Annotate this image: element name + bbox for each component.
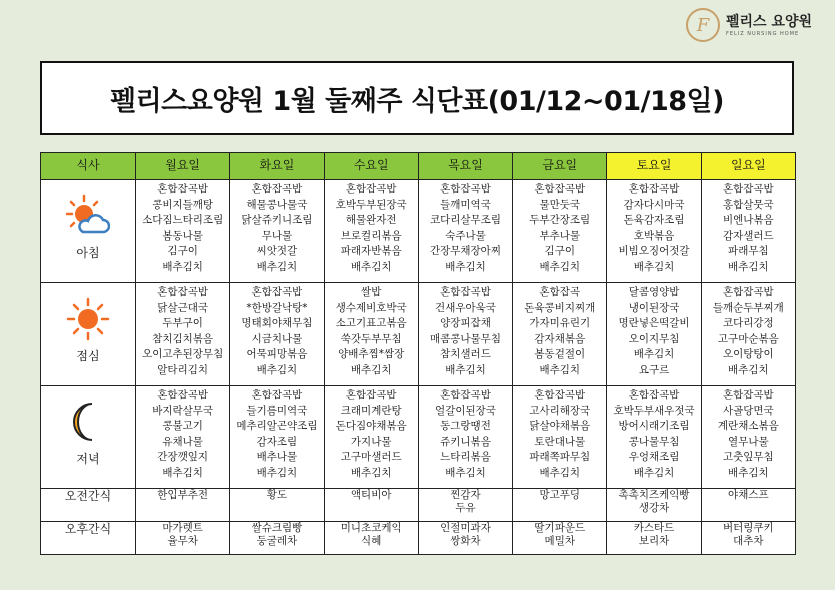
dish: 명태회야채무침 [241, 317, 313, 330]
dish: 부추나물 [539, 229, 581, 242]
snack-cell [701, 522, 795, 555]
snack-item: 황도 [266, 489, 288, 501]
header-day: 화요일 [230, 153, 324, 180]
dish: 열무나물 [728, 435, 769, 448]
day-menu-cell [701, 386, 795, 489]
dish: 냉이된장국 [628, 301, 680, 314]
snack-cell [324, 489, 418, 522]
snack-cell [230, 522, 324, 555]
dish: 배추김치 [728, 363, 769, 376]
dish: 닭살쥬키니조림 [241, 214, 313, 227]
sun-icon [66, 297, 110, 347]
dish: 파래자반볶음 [340, 245, 402, 258]
dish: 돈육콩비지찌개 [524, 301, 596, 314]
dish: 오이탕탕이 [722, 348, 774, 361]
moon-icon [66, 400, 110, 450]
dish: 메추리알곤약조림 [236, 420, 318, 433]
dish: 배추김치 [633, 466, 675, 479]
dish: 생수제비호박국 [335, 301, 407, 314]
dish: 가자미유린기 [529, 317, 591, 330]
dish: 참치샐러드 [440, 348, 491, 361]
day-menu-cell [513, 283, 607, 386]
dish: 고사리해장국 [529, 404, 591, 417]
dish: 배추김치 [162, 260, 203, 273]
day-menu-cell [607, 386, 701, 489]
snack-cell [136, 489, 230, 522]
snack-item: 야채스프 [728, 489, 769, 501]
dish: 배추김치 [350, 260, 392, 273]
dish: 어묵피망볶음 [246, 348, 308, 361]
dish: 비엔나볶음 [722, 214, 774, 227]
dish: 쑥갓두부무침 [340, 332, 402, 345]
dish: 혼합잡곡 [539, 286, 581, 298]
snack-item: 식혜 [361, 535, 382, 547]
sun-cloud-icon [66, 194, 110, 244]
snack-cell [418, 489, 512, 522]
page-title: 펠리스요양원 1월 둘째주 식단표(01/12~01/18일) [110, 85, 724, 117]
snack-item: 마가렛트 [162, 522, 203, 534]
meal-row [41, 386, 796, 489]
meal-table [40, 152, 796, 555]
dish: 혼합잡곡밥 [722, 183, 774, 195]
dish: 배추김치 [350, 466, 392, 479]
dish: 양배추찜*쌈장 [338, 348, 405, 361]
dish: 건새우아욱국 [435, 301, 496, 314]
dish: 요구르 [638, 363, 670, 376]
dish: 감자채볶음 [534, 332, 586, 345]
logo [686, 6, 826, 46]
dish: 소다짐느타리조림 [142, 214, 224, 227]
snack-item: 미니초코케익 [340, 522, 402, 534]
dish: 배추김치 [256, 260, 298, 273]
snack-item: 둥굴레차 [256, 535, 298, 547]
dish: 파래쪽파무침 [529, 451, 591, 464]
snack-item: 쌀슈크림빵 [251, 522, 303, 534]
dish: 감자다시마국 [623, 198, 685, 211]
logo-subtitle: FELIZ NURSING HOME [726, 31, 800, 37]
dish: 호박볶음 [633, 229, 675, 242]
snack-label: 오전간식 [41, 489, 136, 522]
day-menu-cell [324, 386, 418, 489]
dish: 얼갈이된장국 [435, 404, 496, 417]
dish: 혼합잡곡밥 [534, 389, 586, 401]
dish: 매콤콩나물무침 [429, 332, 501, 345]
dish: 닭살야채볶음 [529, 420, 591, 433]
header-day-sunday: 일요일 [701, 153, 795, 180]
dish: 물만둣국 [539, 198, 581, 211]
header-day: 금요일 [513, 153, 607, 180]
meal-label: 아침 [76, 246, 100, 260]
dish: 배추김치 [445, 260, 486, 273]
dish: 고구마샐러드 [340, 451, 402, 464]
snack-item: 보리차 [638, 535, 670, 547]
header-row [41, 153, 796, 180]
day-menu-cell [513, 386, 607, 489]
snack-cell [701, 489, 795, 522]
snack-item: 액티비아 [350, 489, 392, 501]
snack-cell [513, 522, 607, 555]
dish-prefix: 명란넣은 [618, 317, 660, 330]
dish: 혼합잡곡밥 [157, 183, 208, 195]
dish: 고구마순볶음 [717, 332, 779, 345]
snack-cell [513, 489, 607, 522]
snack-row [41, 489, 796, 522]
day-menu-cell [607, 283, 701, 386]
logo-name: 펠리스 요양원 [726, 14, 813, 30]
dish: 혼합잡곡밥 [628, 389, 680, 401]
dish: 배추김치 [445, 363, 486, 376]
header-day: 목요일 [418, 153, 512, 180]
dish: 혼합잡곡밥 [722, 389, 774, 401]
snack-item: 버터링쿠키 [722, 522, 774, 534]
dish: *한방갈낙탕* [246, 301, 308, 314]
dish: 들깨순두부찌개 [712, 301, 784, 314]
dish: 혼합잡곡밥 [722, 286, 774, 298]
dish: 배추김치 [350, 363, 392, 376]
dish: 간장무채장아찌 [429, 245, 501, 258]
dish: 쌀밥 [361, 286, 382, 298]
dish: 배추김치 [445, 466, 486, 479]
day-menu-cell [230, 283, 324, 386]
dish: 혼합잡곡밥 [157, 286, 208, 298]
dish: 고춧잎무침 [722, 451, 774, 464]
header-day: 수요일 [324, 153, 418, 180]
dish: 오이고추된장무침 [142, 348, 224, 361]
dish: 소고기표고볶음 [335, 317, 407, 330]
dish: 시금치나물 [251, 332, 303, 345]
day-menu-cell [418, 180, 512, 283]
dish: 홍합살뭇국 [722, 198, 774, 211]
dish: 유채나물 [162, 435, 203, 448]
dish: 크래미계란탕 [340, 404, 402, 417]
dish: 방어시래기조림 [618, 420, 690, 433]
dish: 토란대나물 [534, 435, 586, 448]
dish-main: 떡갈비 [659, 317, 690, 330]
dish: 콩불고기 [162, 420, 203, 433]
header-meal: 식사 [41, 153, 136, 180]
dish: 봄동겉절이 [534, 348, 586, 361]
header-day-saturday: 토요일 [607, 153, 701, 180]
snack-item: 인절미과자 [440, 522, 491, 534]
dish: 혼합잡곡밥 [345, 183, 397, 195]
dish: 배추김치 [539, 466, 581, 479]
snack-cell [230, 489, 324, 522]
dish: 코다리살무조림 [429, 214, 501, 227]
dish: 배추나물 [256, 451, 298, 464]
title-box [40, 61, 794, 135]
day-menu-cell [136, 386, 230, 489]
dish: 배추김치 [633, 348, 675, 361]
dish: 호박두부새우젓국 [613, 404, 695, 417]
day-menu-cell [701, 180, 795, 283]
meal-label-cell [41, 180, 136, 283]
dish: 코다리강정 [722, 317, 774, 330]
dish: 감자샐러드 [722, 229, 774, 242]
dish: 두부구이 [162, 317, 203, 330]
dish: 쥬키니볶음 [440, 435, 491, 448]
dish: 혼합잡곡밥 [251, 286, 303, 298]
dish: 혼합잡곡밥 [251, 389, 303, 401]
dish: 오이지무침 [628, 332, 680, 345]
snack-item: 두유 [455, 502, 476, 514]
snack-cell [418, 522, 512, 555]
dish: 달콤영양밥 [628, 286, 680, 298]
snack-cell [607, 522, 701, 555]
day-menu-cell [230, 386, 324, 489]
dish: 배추김치 [539, 363, 581, 376]
dish: 브로컬리볶음 [340, 229, 402, 242]
snack-item: 카스타드 [633, 522, 675, 534]
dish: 김구이 [544, 245, 575, 258]
dish: 간장깻잎지 [157, 451, 208, 464]
dish: 숙주나물 [445, 229, 486, 242]
meal-label: 저녁 [76, 452, 100, 466]
snack-item: 대추차 [733, 535, 764, 547]
meal-label: 점심 [76, 349, 100, 363]
day-menu-cell [418, 386, 512, 489]
dish: 배추김치 [728, 466, 769, 479]
meal-label-cell [41, 386, 136, 489]
dish-tteokgalbi [607, 316, 700, 332]
day-menu-cell [418, 283, 512, 386]
dish: 감자조림 [256, 435, 298, 448]
meal-row [41, 180, 796, 283]
dish: 배추김치 [256, 363, 298, 376]
snack-item: 촉촉치즈케익빵 [618, 489, 690, 501]
meal-row [41, 283, 796, 386]
snack-item: 메밀차 [544, 535, 575, 547]
dish: 배추김치 [539, 260, 581, 273]
snack-label: 오후간식 [41, 522, 136, 555]
dish: 혼합잡곡밥 [440, 286, 491, 298]
snack-item: 딸기파운드 [534, 522, 586, 534]
snack-cell [324, 522, 418, 555]
dish: 들깨미역국 [440, 198, 491, 211]
dish: 김구이 [167, 245, 198, 258]
dish: 파래무침 [728, 245, 769, 258]
dish: 닭살근대국 [157, 301, 208, 314]
dish: 콩나물무침 [628, 435, 680, 448]
snack-item: 생강차 [638, 502, 670, 514]
dish: 느타리볶음 [440, 451, 491, 464]
day-menu-cell [136, 180, 230, 283]
snack-item: 망고푸딩 [539, 489, 581, 501]
dish: 무나물 [261, 229, 293, 242]
day-menu-cell [607, 180, 701, 283]
dish: 해물콩나물국 [246, 198, 308, 211]
dish: 해물완자전 [345, 214, 397, 227]
dish: 계란채소볶음 [717, 420, 779, 433]
dish: 돈다짐야채볶음 [335, 420, 407, 433]
dish: 혼합잡곡밥 [345, 389, 397, 401]
dish: 씨앗젓갈 [256, 245, 298, 258]
dish: 참치김치볶음 [152, 332, 214, 345]
day-menu-cell [701, 283, 795, 386]
day-menu-cell [324, 180, 418, 283]
dish: 혼합잡곡밥 [157, 389, 208, 401]
dish: 배추김치 [256, 466, 298, 479]
dish: 봄동나물 [162, 229, 203, 242]
snack-cell [136, 522, 230, 555]
snack-item: 한입부추전 [157, 489, 208, 501]
dish: 호박두부된장국 [335, 198, 407, 211]
day-menu-cell [513, 180, 607, 283]
dish: 콩비지들깨탕 [152, 198, 214, 211]
dish: 비빔오징어젓갈 [618, 245, 690, 258]
logo-mark: F [686, 8, 720, 42]
dish: 배추김치 [162, 466, 203, 479]
dish: 동그랑땡전 [440, 420, 491, 433]
dish: 혼합잡곡밥 [628, 183, 680, 195]
snack-row [41, 522, 796, 555]
header-day: 월요일 [136, 153, 230, 180]
dish: 가지나물 [350, 435, 392, 448]
dish: 배추김치 [633, 260, 675, 273]
meal-label-cell [41, 283, 136, 386]
dish: 혼합잡곡밥 [440, 389, 491, 401]
dish: 우엉채조림 [628, 451, 680, 464]
dish: 양장피잡채 [440, 317, 491, 330]
snack-cell [607, 489, 701, 522]
dish: 바지락살무국 [152, 404, 214, 417]
day-menu-cell [136, 283, 230, 386]
dish: 혼합잡곡밥 [440, 183, 491, 195]
dish: 알타리김치 [157, 363, 208, 376]
day-menu-cell [230, 180, 324, 283]
dish: 혼합잡곡밥 [251, 183, 303, 195]
day-menu-cell [324, 283, 418, 386]
snack-item: 찐감자 [450, 489, 481, 501]
snack-item: 쌍화차 [450, 535, 481, 547]
dish: 혼합잡곡밥 [534, 183, 586, 195]
dish: 돈육감자조림 [623, 214, 685, 227]
dish: 배추김치 [728, 260, 769, 273]
dish: 사골당면국 [722, 404, 774, 417]
dish: 두부간장조림 [529, 214, 591, 227]
snack-item: 율무차 [167, 535, 198, 547]
dish: 들기름미역국 [246, 404, 308, 417]
